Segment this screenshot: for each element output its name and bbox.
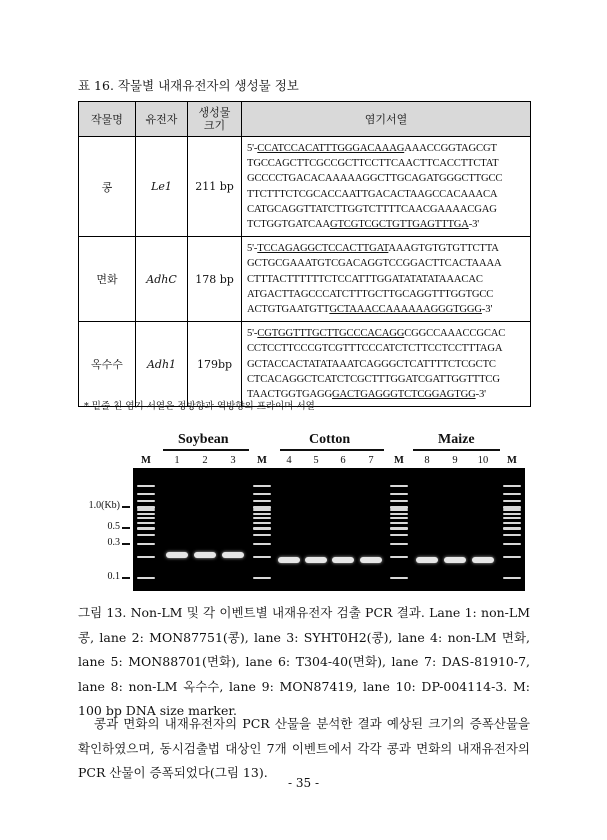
sequence-segment: -3' — [468, 219, 480, 231]
sequence-segment: -3' — [475, 389, 486, 401]
ladder-band — [503, 509, 521, 511]
endogenous-gene-table — [78, 101, 531, 407]
sequence-segment: TCTGGTGATCAA — [247, 219, 330, 231]
sequence-line — [247, 156, 526, 171]
ladder-band — [253, 556, 271, 558]
sequence-segment: TTCTTTCTCGCACCAATTGACACTAAGCCACAAACA — [247, 188, 498, 200]
primer-sequence: GTCGTCGCTGTTGAGTTTGA — [329, 219, 469, 231]
size-marker-label: 1.0(Kb) — [88, 500, 120, 511]
ladder-band — [137, 522, 155, 524]
lane-label: 5 — [313, 455, 319, 466]
page-number: - 35 - — [287, 776, 319, 790]
body-paragraph-text: 콩과 면화의 내재유전자의 PCR 산물을 분석한 결과 예상된 크기의 증폭산물을 확인하였으며, 동시검출법 대상인 7개 이벤트에서 각각 콩과 면화의 내재유전자의 PCR 산물이 증폭되었다(그림 13). — [78, 716, 530, 780]
pcr-band — [360, 557, 382, 563]
gel-image — [133, 468, 525, 591]
pcr-band — [472, 557, 494, 563]
sequence-segment: ATGACTTAGCCCATCTTTGCTTGCAGGTTTGGTGCC — [247, 288, 494, 300]
table-row — [79, 322, 531, 407]
crop-name: 옥수수 — [79, 322, 136, 407]
sequence-segment: ACTGTGAATGTT — [247, 304, 330, 316]
sequence-line — [247, 302, 526, 317]
ladder-band — [390, 534, 408, 536]
table-row — [79, 137, 531, 237]
body-paragraph — [78, 712, 530, 786]
sequence-segment: TAACTGGTGAGG — [247, 389, 333, 401]
sequence-line — [247, 171, 526, 186]
sequence-line — [247, 372, 526, 387]
ladder-band — [503, 517, 521, 519]
gene-name: Le1 — [136, 137, 188, 237]
lane-label: 6 — [340, 455, 346, 466]
sequence-segment: CGGCCAAACCGCAC — [404, 328, 506, 340]
ladder-band — [253, 485, 271, 487]
sequence-line — [247, 287, 526, 302]
ladder-band — [390, 500, 408, 502]
sequence-line — [247, 357, 526, 372]
ladder-band — [137, 500, 155, 502]
ladder-band — [503, 534, 521, 536]
lane-label: 2 — [202, 455, 208, 466]
table-footnote: * 밑줄 친 염기 서열은 정방향과 역방향의 프라이머 서열 — [84, 401, 315, 412]
size-marker-tick — [122, 506, 130, 508]
ladder-band — [390, 543, 408, 545]
ladder-band — [503, 485, 521, 487]
figure-caption-text: 그림 13. Non-LM 및 각 이벤트별 내재유전자 검출 PCR 결과. Lane 1: non-LM 콩, lane 2: MON87751(콩), lane 3: SYHT0H2(콩), lane 4: non-LM 면화, lane 5: MON88701(면화), lane 6: T304-40(면화), lane 7: DAS-81910-7, lane 8: non-LM 옥수수, lane 9: MON87419, lane 10: DP-004114-3. M: 100 bp DNA size marker. — [78, 605, 530, 718]
lane-label: 3 — [230, 455, 236, 466]
lane-label-marker: M — [257, 455, 267, 466]
size-marker-label: 0.3 — [107, 537, 120, 549]
size-marker-tick — [122, 577, 130, 579]
sequence-line — [247, 326, 526, 341]
gene-name: AdhC — [136, 237, 188, 322]
ladder-band — [503, 543, 521, 545]
sequence-line — [247, 256, 526, 271]
gel-group-soybean-bar — [163, 449, 249, 451]
ladder-band — [253, 517, 271, 519]
ladder-band — [503, 513, 521, 515]
product-size: 211 bp — [188, 137, 242, 237]
ladder-band — [390, 513, 408, 515]
ladder-band — [503, 577, 521, 579]
sequence-segment: 5'- — [247, 243, 258, 255]
ladder-band — [137, 556, 155, 558]
pcr-band — [278, 557, 300, 563]
ladder-band — [390, 556, 408, 558]
sequence-segment: AAAGTGTGTGTTCTTA — [388, 243, 499, 255]
ladder-band — [390, 527, 408, 530]
ladder-band — [503, 493, 521, 495]
ladder-band — [253, 509, 271, 511]
header-crop: 작물명 — [79, 102, 136, 137]
sequence-segment: -3' — [481, 304, 493, 316]
ladder-band — [253, 493, 271, 495]
sequence-segment: 5'- — [247, 328, 258, 340]
ladder-band — [503, 556, 521, 558]
size-marker-label: 0.1 — [107, 571, 120, 582]
primer-sequence: GCTAAACCAAAAAAGGGTGGG — [329, 304, 482, 316]
sequence-segment: GCCCCTGACACAAAAAGGCTTGCAGATGGGCTTGCC — [247, 173, 503, 185]
primer-sequence: TCCAGAGGCTCCACTTGAT — [257, 243, 389, 255]
sequence-line — [247, 141, 526, 156]
ladder-band — [390, 522, 408, 524]
gel-group-maize: Maize — [438, 432, 475, 447]
header-size: 생성물 크기 — [188, 102, 242, 137]
sequence-line — [247, 272, 526, 287]
primer-sequence: GACTGAGGGTCTCGGAGTGG — [332, 389, 476, 401]
lane-label: 10 — [477, 455, 489, 466]
lane-label: 7 — [368, 455, 374, 466]
ladder-band — [137, 517, 155, 519]
ladder-band — [253, 534, 271, 536]
figure-caption — [78, 601, 530, 724]
ladder-band — [390, 485, 408, 487]
lane-label: 4 — [286, 455, 292, 466]
product-size: 179bp — [188, 322, 242, 407]
crop-name: 콩 — [79, 137, 136, 237]
sequence-line — [247, 341, 526, 356]
primer-sequence: CCATCCACATTTGGGACAAAG — [257, 143, 405, 154]
pcr-band — [222, 552, 244, 558]
gel-group-cotton-bar — [280, 449, 384, 451]
sequence-segment: CATGCAGGTTATCTTGGTCTTTTCAACGAAAACGAG — [247, 203, 497, 215]
gel-group-soybean: Soybean — [178, 432, 229, 447]
ladder-band — [390, 517, 408, 519]
gene-name: Adh1 — [136, 322, 188, 407]
product-size: 178 bp — [188, 237, 242, 322]
sequence-segment: AAACCGGTAGCGT — [404, 143, 497, 154]
lane-label-marker: M — [507, 455, 517, 466]
ladder-band — [137, 485, 155, 487]
ladder-band — [137, 513, 155, 515]
primer-sequence: CGTGGTTTGCTTGCCCACAGG — [257, 328, 405, 340]
table-row — [79, 237, 531, 322]
ladder-band — [503, 500, 521, 502]
pcr-band — [166, 552, 188, 558]
ladder-band — [137, 577, 155, 579]
ladder-band — [253, 513, 271, 515]
size-marker-tick — [122, 527, 130, 529]
sequence-line — [247, 187, 526, 202]
ladder-band — [253, 527, 271, 530]
sequence-segment: GCTACCACTATATAAATCAGGGCTCATTTTCTCGCTC — [247, 358, 496, 370]
ladder-band — [390, 493, 408, 495]
table-caption: 표 16. 작물별 내재유전자의 생성물 정보 — [78, 78, 299, 93]
sequence-segment: CTCACAGGCTCATCTCGCTTTGGATCGATTGGTTTCG — [247, 373, 500, 385]
header-sequence: 염기서열 — [242, 102, 531, 137]
ladder-band — [503, 522, 521, 524]
pcr-band — [444, 557, 466, 563]
lane-label: 9 — [452, 455, 458, 466]
sequence-segment: CTTTACTTTTTTCTCCATTTGGATATATATAAACAC — [247, 273, 483, 285]
sequence-cell — [242, 322, 531, 407]
pcr-band — [305, 557, 327, 563]
table-header-row — [79, 102, 531, 137]
sequence-cell — [242, 137, 531, 237]
sequence-line — [247, 202, 526, 217]
ladder-band — [253, 500, 271, 502]
sequence-segment: 5'- — [247, 143, 258, 154]
header-gene: 유전자 — [136, 102, 188, 137]
ladder-band — [137, 527, 155, 530]
lane-label: 8 — [424, 455, 430, 466]
lane-label: 1 — [174, 455, 180, 466]
ladder-band — [253, 522, 271, 524]
sequence-line — [247, 241, 526, 256]
ladder-band — [137, 534, 155, 536]
ladder-band — [503, 527, 521, 530]
crop-name: 면화 — [79, 237, 136, 322]
sequence-cell — [242, 237, 531, 322]
lane-label-marker: M — [394, 455, 404, 466]
sequence-segment: TGCCAGCTTCGCCGCTTCCTTCAACTTCACCTTCTAT — [247, 158, 499, 170]
ladder-band — [390, 577, 408, 579]
gel-group-cotton: Cotton — [309, 432, 351, 447]
ladder-band — [137, 509, 155, 511]
pcr-band — [416, 557, 438, 563]
size-marker-tick — [122, 543, 130, 545]
sequence-line — [247, 217, 526, 232]
ladder-band — [390, 509, 408, 511]
gel-group-maize-bar — [413, 449, 500, 451]
ladder-band — [137, 493, 155, 495]
ladder-band — [253, 543, 271, 545]
ladder-band — [253, 577, 271, 579]
sequence-segment: CCTCCTTCCCGTCGTTTCCCATCTCTTCCTCCTTTAGA — [247, 343, 503, 355]
lane-label-marker: M — [141, 455, 151, 466]
size-marker-label: 0.5 — [107, 521, 120, 533]
ladder-band — [137, 543, 155, 545]
pcr-band — [194, 552, 216, 558]
sequence-segment: GCTGCGAAATGTCGACAGGTCCGGACTTCACTAAAA — [247, 258, 502, 270]
pcr-band — [332, 557, 354, 563]
